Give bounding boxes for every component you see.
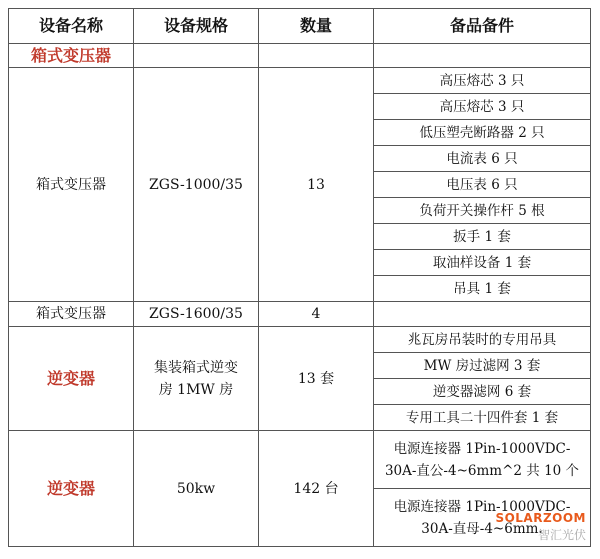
header-qty: 数量 <box>259 9 374 44</box>
header-name: 设备名称 <box>9 9 134 44</box>
equipment-spares-table <box>8 8 591 547</box>
equipment-qty-cell: 13 套 <box>259 327 374 431</box>
spare-item: 吊具 1 套 <box>374 276 591 302</box>
header-row <box>9 9 591 44</box>
spare-item: 高压熔芯 3 只 <box>374 94 591 120</box>
equipment-spec-cell: 50kw <box>134 431 259 547</box>
equipment-name-cell: 箱式变压器 <box>9 68 134 302</box>
header-spare: 备品备件 <box>374 9 591 44</box>
spec-line: 房 1MW 房 <box>158 381 234 398</box>
spare-item: 电压表 6 只 <box>374 172 591 198</box>
section-title-row <box>9 44 591 68</box>
header-spec: 设备规格 <box>134 9 259 44</box>
spare-item: MW 房过滤网 3 套 <box>374 353 591 379</box>
spare-line: 电源连接器 1Pin-1000VDC- <box>393 440 571 457</box>
spec-line: 集装箱式逆变 <box>154 359 238 376</box>
equipment-qty-cell: 4 <box>259 302 374 327</box>
spare-line: 电源连接器 1Pin-1000VDC- <box>393 498 571 515</box>
spare-line: 30A-直母-4~6mm. <box>421 520 543 537</box>
section-title-inverter: 逆变器 <box>9 327 134 431</box>
table-row <box>9 68 591 94</box>
equipment-spec-cell: ZGS-1000/35 <box>134 68 259 302</box>
empty-cell <box>374 44 591 68</box>
watermark-logo: SOLARZOOM <box>495 511 586 525</box>
spare-item: 取油样设备 1 套 <box>374 250 591 276</box>
equipment-qty-cell: 13 <box>259 68 374 302</box>
empty-cell <box>374 302 591 327</box>
empty-cell <box>134 44 259 68</box>
table-row <box>9 302 591 327</box>
spare-item: 电流表 6 只 <box>374 146 591 172</box>
empty-cell <box>259 44 374 68</box>
equipment-spec-cell <box>134 327 259 431</box>
spare-item: 高压熔芯 3 只 <box>374 68 591 94</box>
equipment-spec-cell: ZGS-1600/35 <box>134 302 259 327</box>
spare-item: 低压塑壳断路器 2 只 <box>374 120 591 146</box>
spare-item: 逆变器滤网 6 套 <box>374 379 591 405</box>
section-title-inverter-50kw: 逆变器 <box>9 431 134 547</box>
spare-item: 扳手 1 套 <box>374 224 591 250</box>
watermark <box>495 511 586 543</box>
spare-item: 负荷开关操作杆 5 根 <box>374 198 591 224</box>
spare-item: 专用工具二十四件套 1 套 <box>374 405 591 431</box>
watermark-text: 智汇光伏 <box>537 528 586 542</box>
equipment-name-cell: 箱式变压器 <box>9 302 134 327</box>
spare-item <box>374 431 591 489</box>
equipment-qty-cell: 142 台 <box>259 431 374 547</box>
table-row <box>9 431 591 489</box>
spare-line: 30A-直公-4~6mm^2 共 10 个 <box>384 462 580 479</box>
spare-item: 兆瓦房吊装时的专用吊具 <box>374 327 591 353</box>
section-title-box-transformer: 箱式变压器 <box>9 44 134 68</box>
table-row <box>9 327 591 353</box>
